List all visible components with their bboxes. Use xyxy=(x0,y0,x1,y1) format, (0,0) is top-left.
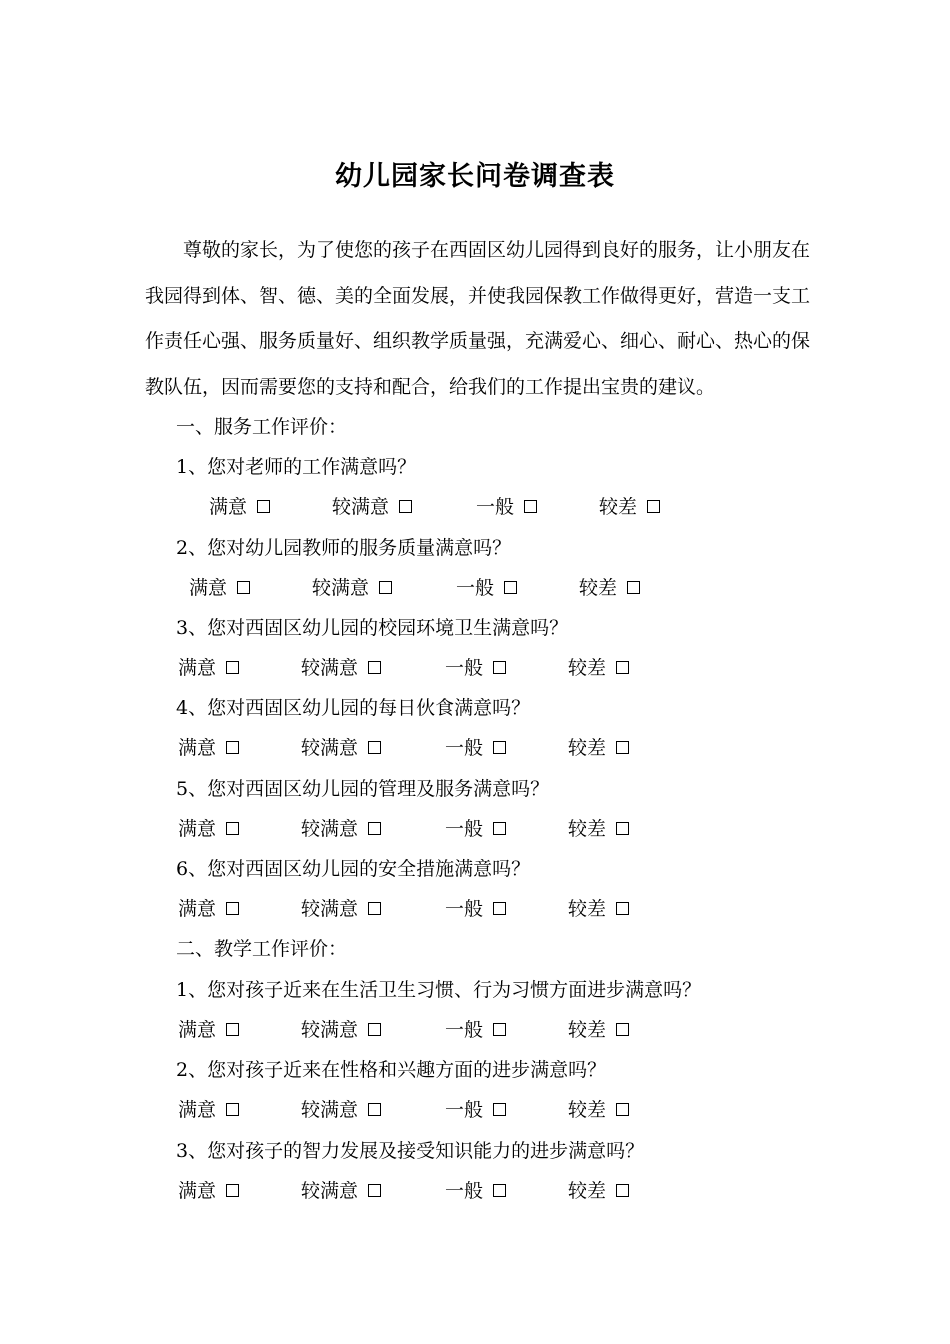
checkbox[interactable] xyxy=(226,822,239,835)
checkbox[interactable] xyxy=(368,822,381,835)
question-2-3: 3、您对孩子的智力发展及接受知识能力的进步满意吗？ xyxy=(176,1140,645,1162)
checkbox[interactable] xyxy=(226,741,239,754)
option-satisfied[interactable] xyxy=(209,494,270,520)
option-label: 满意 xyxy=(178,1019,217,1041)
checkbox[interactable] xyxy=(226,902,239,915)
option-label: 较满意 xyxy=(301,737,359,759)
option-fairly-satisfied[interactable] xyxy=(312,575,392,601)
option-average[interactable] xyxy=(445,1017,506,1043)
option-label: 一般 xyxy=(445,1099,484,1121)
option-label: 较差 xyxy=(568,1099,607,1121)
option-label: 较差 xyxy=(568,1180,607,1202)
checkbox[interactable] xyxy=(616,661,629,674)
option-satisfied[interactable] xyxy=(178,655,239,681)
question-2-1: 1、您对孩子近来在生活卫生习惯、行为习惯方面进步满意吗？ xyxy=(176,979,702,1001)
checkbox[interactable] xyxy=(504,581,517,594)
option-label: 较差 xyxy=(599,496,638,518)
option-label: 一般 xyxy=(445,737,484,759)
option-label: 较满意 xyxy=(301,1019,359,1041)
option-average[interactable] xyxy=(456,575,517,601)
checkbox[interactable] xyxy=(226,661,239,674)
option-label: 较满意 xyxy=(301,818,359,840)
option-label: 一般 xyxy=(445,898,484,920)
option-label: 满意 xyxy=(209,496,248,518)
option-satisfied[interactable] xyxy=(178,1178,239,1204)
option-satisfied[interactable] xyxy=(178,896,239,922)
option-poor[interactable] xyxy=(568,1178,629,1204)
checkbox[interactable] xyxy=(616,1103,629,1116)
option-label: 满意 xyxy=(178,737,217,759)
option-label: 一般 xyxy=(445,1019,484,1041)
option-label: 较差 xyxy=(579,577,618,599)
checkbox[interactable] xyxy=(257,500,270,513)
checkbox[interactable] xyxy=(368,1103,381,1116)
question-1-4: 4、您对西固区幼儿园的每日伙食满意吗？ xyxy=(176,697,531,719)
question-1-1: 1、您对老师的工作满意吗？ xyxy=(176,456,417,478)
option-poor[interactable] xyxy=(568,816,629,842)
option-label: 满意 xyxy=(189,577,228,599)
section-heading-service: 一、服务工作评价： xyxy=(176,416,348,438)
option-average[interactable] xyxy=(445,655,506,681)
option-label: 较差 xyxy=(568,657,607,679)
option-label: 满意 xyxy=(178,1099,217,1121)
option-label: 较满意 xyxy=(312,577,370,599)
option-poor[interactable] xyxy=(568,1097,629,1123)
checkbox[interactable] xyxy=(399,500,412,513)
option-label: 较差 xyxy=(568,818,607,840)
question-1-3: 3、您对西固区幼儿园的校园环境卫生满意吗？ xyxy=(176,617,569,639)
option-fairly-satisfied[interactable] xyxy=(301,896,381,922)
checkbox[interactable] xyxy=(493,661,506,674)
option-label: 满意 xyxy=(178,657,217,679)
checkbox[interactable] xyxy=(616,1184,629,1197)
page-title: 幼儿园家长问卷调查表 xyxy=(335,161,615,192)
intro-paragraph: 尊敬的家长，为了使您的孩子在西固区幼儿园得到良好的服务，让小朋友在我园得到体、智、德、美的全面发展，并使我园保教工作做得更好，营造一支工作责任心强、服务质量好、组织教学质量强，充满爱心、细心、耐心、热心的保教队伍，因而需要您的支持和配合，给我们的工作提出宝贵的建议。 xyxy=(145,239,811,398)
option-average[interactable] xyxy=(445,735,506,761)
option-label: 较满意 xyxy=(301,898,359,920)
option-fairly-satisfied[interactable] xyxy=(301,1178,381,1204)
option-label: 满意 xyxy=(178,818,217,840)
checkbox[interactable] xyxy=(616,1023,629,1036)
option-average[interactable] xyxy=(445,1097,506,1123)
checkbox[interactable] xyxy=(368,741,381,754)
checkbox[interactable] xyxy=(226,1103,239,1116)
option-satisfied[interactable] xyxy=(178,735,239,761)
option-label: 较满意 xyxy=(301,1099,359,1121)
option-label: 一般 xyxy=(445,818,484,840)
option-average[interactable] xyxy=(445,816,506,842)
option-label: 满意 xyxy=(178,1180,217,1202)
checkbox[interactable] xyxy=(616,741,629,754)
checkbox[interactable] xyxy=(368,661,381,674)
question-1-6: 6、您对西固区幼儿园的安全措施满意吗？ xyxy=(176,858,531,880)
option-poor[interactable] xyxy=(568,735,629,761)
checkbox[interactable] xyxy=(493,1103,506,1116)
checkbox[interactable] xyxy=(493,1023,506,1036)
checkbox[interactable] xyxy=(493,902,506,915)
option-label: 满意 xyxy=(178,898,217,920)
option-poor[interactable] xyxy=(568,896,629,922)
checkbox[interactable] xyxy=(368,1184,381,1197)
option-satisfied[interactable] xyxy=(178,1017,239,1043)
option-label: 一般 xyxy=(445,657,484,679)
option-fairly-satisfied[interactable] xyxy=(301,816,381,842)
section-heading-teaching: 二、教学工作评价： xyxy=(176,938,348,960)
option-fairly-satisfied[interactable] xyxy=(301,1017,381,1043)
question-1-2: 2、您对幼儿园教师的服务质量满意吗？ xyxy=(176,537,512,559)
option-poor[interactable] xyxy=(579,575,640,601)
checkbox[interactable] xyxy=(379,581,392,594)
checkbox[interactable] xyxy=(524,500,537,513)
option-label: 较满意 xyxy=(332,496,390,518)
checkbox[interactable] xyxy=(616,902,629,915)
checkbox[interactable] xyxy=(493,741,506,754)
checkbox[interactable] xyxy=(226,1184,239,1197)
option-label: 较差 xyxy=(568,898,607,920)
option-satisfied[interactable] xyxy=(178,1097,239,1123)
checkbox[interactable] xyxy=(226,1023,239,1036)
option-satisfied[interactable] xyxy=(189,575,250,601)
checkbox[interactable] xyxy=(368,1023,381,1036)
option-poor[interactable] xyxy=(599,494,660,520)
checkbox[interactable] xyxy=(237,581,250,594)
option-label: 一般 xyxy=(445,1180,484,1202)
option-poor[interactable] xyxy=(568,1017,629,1043)
option-label: 一般 xyxy=(476,496,515,518)
option-label: 一般 xyxy=(456,577,495,599)
option-average[interactable] xyxy=(476,494,537,520)
checkbox[interactable] xyxy=(493,822,506,835)
checkbox[interactable] xyxy=(493,1184,506,1197)
option-label: 较差 xyxy=(568,737,607,759)
option-fairly-satisfied[interactable] xyxy=(301,1097,381,1123)
option-fairly-satisfied[interactable] xyxy=(301,655,381,681)
option-poor[interactable] xyxy=(568,655,629,681)
question-2-2: 2、您对孩子近来在性格和兴趣方面的进步满意吗？ xyxy=(176,1059,607,1081)
option-satisfied[interactable] xyxy=(178,816,239,842)
option-label: 较满意 xyxy=(301,1180,359,1202)
option-label: 较差 xyxy=(568,1019,607,1041)
checkbox[interactable] xyxy=(616,822,629,835)
checkbox[interactable] xyxy=(627,581,640,594)
option-fairly-satisfied[interactable] xyxy=(332,494,412,520)
question-1-5: 5、您对西固区幼儿园的管理及服务满意吗？ xyxy=(176,778,550,800)
option-average[interactable] xyxy=(445,1178,506,1204)
option-fairly-satisfied[interactable] xyxy=(301,735,381,761)
option-label: 较满意 xyxy=(301,657,359,679)
option-average[interactable] xyxy=(445,896,506,922)
checkbox[interactable] xyxy=(368,902,381,915)
checkbox[interactable] xyxy=(647,500,660,513)
